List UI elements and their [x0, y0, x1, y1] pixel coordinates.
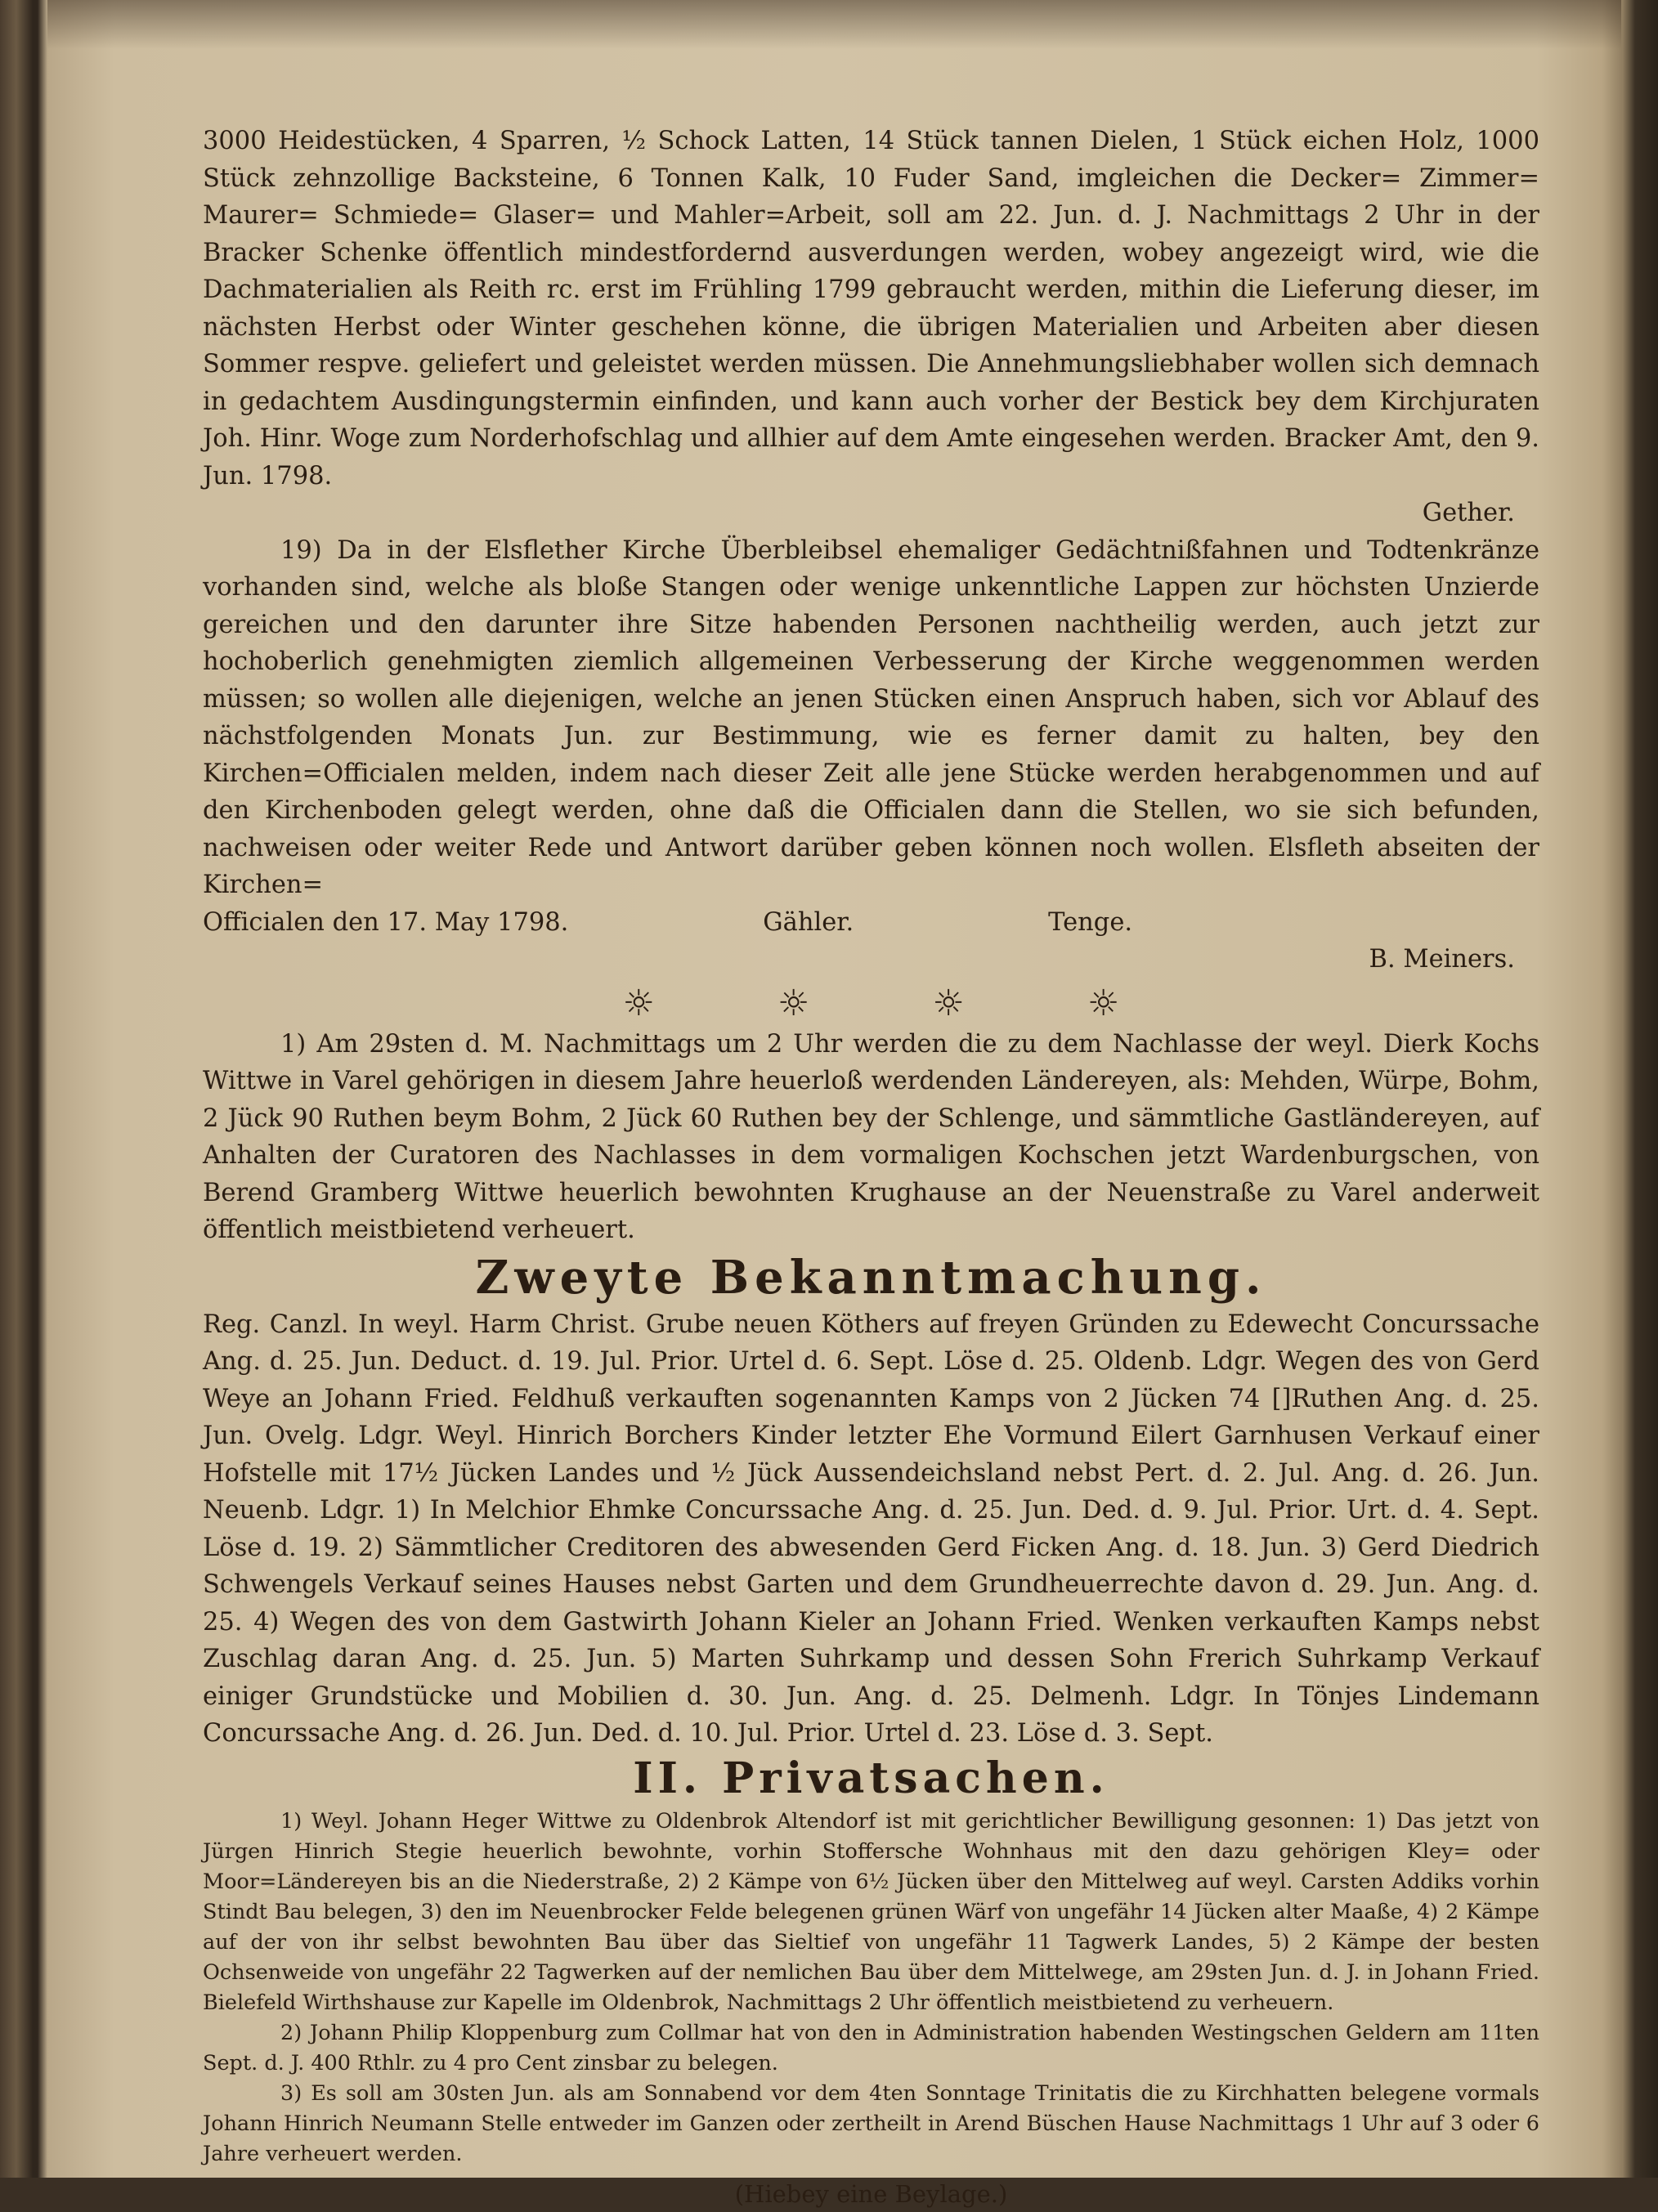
page-text: [203, 123, 1539, 2212]
notice-paragraph-varel: 1) Am 29sten d. M. Nachmittags um 2 Uhr werden die zu dem Nachlasse der weyl. Dierk Kochs Wittwe in Varel gehörigen in diesem Jahre heuerloß werdenden Ländereyen, als: Mehden, Würpe, Bohm, 2 Jück 90 Ruthen beym Bohm, 2 Jück 60 Ruthen bey der Schlenge, und sämmtliche Gastländereyen, auf Anhalten der Curatoren des Nachlasses in dem vormaligen Kochschen jetzt Wardenburgschen, von Berend Gramberg Wittwe heuerlich bewohnten Krughause an der Neuenstraße zu Varel anderweit öffentlich meistbietend verheuert.: [203, 1029, 1539, 1244]
signature-gether: Gether.: [1422, 499, 1515, 527]
star-ornament-icon: ☼: [1087, 982, 1120, 1024]
heading-zweyte-bekanntmachung: Zweyte Bekanntmachung.: [475, 1250, 1267, 1305]
notice-paragraph-materials: 3000 Heidestücken, 4 Sparren, ½ Schock Latten, 14 Stück tannen Dielen, 1 Stück eichen Holz, 1000 Stück zehnzollige Backsteine, 6 Tonnen Kalk, 10 Fuder Sand, imgleichen die Decker= Zimmer= Maurer= Schmiede= Glaser= und Mahler=Arbeit, soll am 22. Jun. d. J. Nachmittags 2 Uhr in der Bracker Schenke öffentlich mindestfordernd ausverdungen werden, wobey angezeigt wird, wie die Dachmaterialien als Reith rc. erst im Frühling 1799 gebraucht werden, mithin die Lieferung dieser, im nächsten Herbst oder Winter geschehen könne, die übrigen Materialien und Arbeiten aber diesen Sommer respve. geliefert und geleistet werden müssen. Die Annehmungsliebhaber wollen sich demnach in gedachtem Ausdingungstermin einfinden, und kann auch vorher der Bestick bey dem Kirchjuraten Joh. Hinr. Woge zum Norderhofschlag und allhier auf dem Amte eingesehen werden. Bracker Amt, den 9. Jun. 1798.: [203, 127, 1539, 490]
private-item-3: 3) Es soll am 30sten Jun. als am Sonnabend vor dem 4ten Sonntage Trinitatis die zu Kirchhatten belegene vormals Johann Hinrich Neumann Stelle entweder im Ganzen oder zertheilt in Arend Büschen Hause Nachmittags 1 Uhr auf 3 oder 6 Jahre verheuert werden.: [203, 2080, 1539, 2166]
separator-stars: [203, 983, 1539, 1024]
star-ornament-icon: ☼: [932, 982, 965, 1024]
footer-supplement-note: (Hiebey eine Beylage.): [734, 2179, 1008, 2208]
private-item-1: 1) Weyl. Johann Heger Wittwe zu Oldenbrok Altendorf ist mit gerichtlicher Bewilligung gesonnen: 1) Das jetzt von Jürgen Hinrich Stegie heuerlich bewohnte, vorhin Stoffersche Wohnhaus mit den dazu gehörigen Kley= oder Moor=Ländereyen bis an die Niederstraße, 2) 2 Kämpe von 6½ Jücken über den Mittelweg auf weyl. Carsten Addiks vorhin Stindt Bau belegen, 3) den im Neuenbrocker Felde belegenen grünen Wärf von ungefähr 14 Jücken alter Maaße, 4) 2 Kämpe auf der von ihr selbst bewohnten Bau über das Sieltief von ungefähr 11 Tagwerk Landes, 5) 2 Kämpe der besten Ochsenweide von ungefähr 22 Tagwerken auf der nemlichen Bau über dem Mittelwege, am 29sten Jun. d. J. in Johann Fried. Bielefeld Wirthshause zur Kapelle im Oldenbrok, Nachmittags 2 Uhr öffentlich meistbietend zu verheuern.: [203, 1808, 1539, 2015]
signature-gaehler: Gähler.: [763, 907, 854, 937]
star-ornament-icon: ☼: [622, 982, 656, 1024]
signature-line: [203, 904, 1539, 942]
star-ornament-icon: ☼: [777, 982, 810, 1024]
signature-meiners: B. Meiners.: [1369, 945, 1515, 974]
signature-tenge: Tenge.: [1048, 907, 1133, 937]
page-shadow: [47, 0, 1621, 49]
notice-paragraph-registry: Reg. Canzl. In weyl. Harm Christ. Grube neuen Köthers auf freyen Gründen zu Edewecht Concurssache Ang. d. 25. Jun. Deduct. d. 19. Jul. Prior. Urtel d. 6. Sept. Löse d. 25. Oldenb. Ldgr. Wegen des von Gerd Weye an Johann Fried. Feldhuß verkauften sogenannten Kamps von 2 Jücken 74 []Ruthen Ang. d. 25. Jun. Ovelg. Ldgr. Weyl. Hinrich Borchers Kinder letzter Ehe Vormund Eilert Garnhusen Verkauf einer Hofstelle mit 17½ Jücken Landes und ½ Jück Aussendeichsland nebst Pert. d. 2. Jul. Ang. d. 26. Jun. Neuenb. Ldgr. 1) In Melchior Ehmke Concurssache Ang. d. 25. Jun. Ded. d. 9. Jul. Prior. Urt. d. 4. Sept. Löse d. 19. 2) Sämmtlicher Creditoren des abwesenden Gerd Ficken Ang. d. 18. Jun. 3) Gerd Diedrich Schwengels Verkauf seines Hauses nebst Garten und dem Grundheuerrechte davon d. 29. Jun. Ang. d. 25. 4) Wegen des von dem Gastwirth Johann Kieler an Johann Fried. Wenken verkauften Kamps nebst Zuschlag daran Ang. d. 25. Jun. 5) Marten Suhrkamp und dessen Sohn Frerich Suhrkamp Verkauf einiger Grundstücke und Mobilien d. 30. Jun. Ang. d. 25. Delmenh. Ldgr. In Tönjes Lindemann Concurssache Ang. d. 26. Jun. Ded. d. 10. Jul. Prior. Urtel d. 23. Löse d. 3. Sept.: [203, 1310, 1539, 1748]
private-item-2: 2) Johann Philip Kloppenburg zum Collmar hat von den in Administration habenden Westingschen Geldern am 11ten Sept. d. J. 400 Rthlr. zu 4 pro Cent zinsbar zu belegen.: [203, 2020, 1539, 2075]
heading-privatsachen: II. Privatsachen.: [633, 1753, 1109, 1803]
signature-date: Officialen den 17. May 1798.: [203, 907, 569, 937]
notice-paragraph-elsfleth: 19) Da in der Elsflether Kirche Überbleibsel ehemaliger Gedächtnißfahnen und Todtenkränze vorhanden sind, welche als bloße Stangen oder wenige unkenntliche Lappen zur höchsten Unzierde gereichen und den darunter ihre Sitze habenden Personen nachtheilig werden, auch jetzt zur hochoberlich genehmigten ziemlich allgemeinen Verbesserung der Kirche weggenommen werden müssen; so wollen alle diejenigen, welche an jenen Stücken einen Anspruch haben, sich vor Ablauf des nächstfolgenden Monats Jun. zur Bestimmung, wie es ferner damit zu halten, bey den Kirchen=Officialen melden, indem nach dieser Zeit alle jene Stücke werden herabgenommen und auf den Kirchenboden gelegt werden, ohne daß die Officialen dann die Stellen, wo sie sich befunden, nachweisen oder weiter Rede und Antwort darüber geben können noch wollen. Elsfleth abseiten der Kirchen=: [203, 535, 1539, 899]
